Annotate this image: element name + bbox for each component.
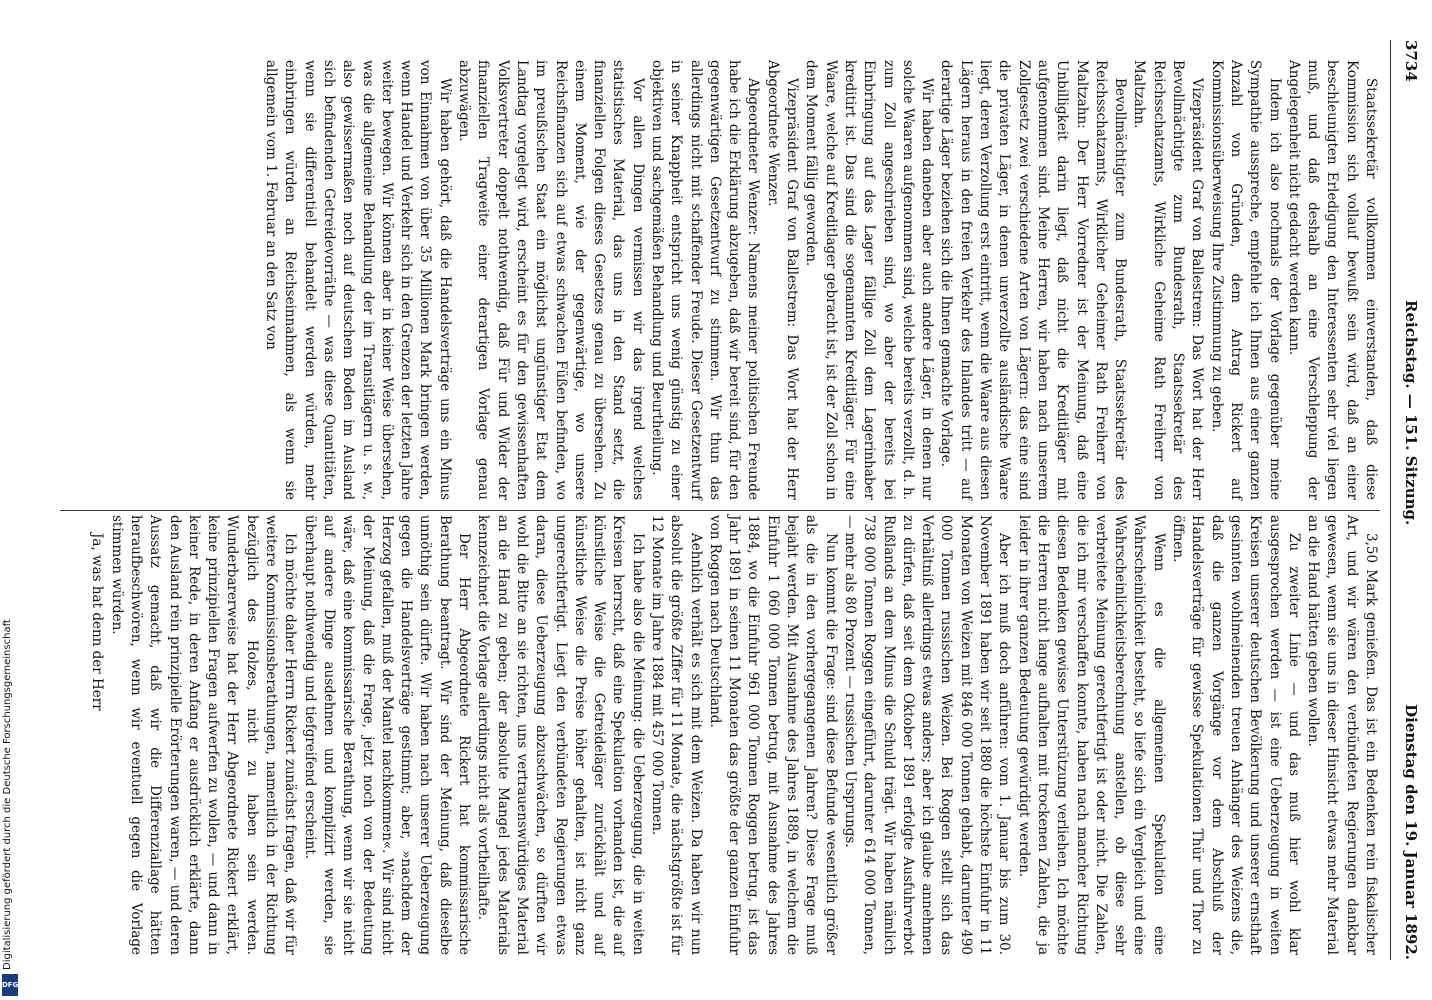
- footer-bar: [0, 0, 20, 1000]
- left-column-b-paragraph: Vizepräsident Graf von Ballestrem: Das Wort hat der Herr Abgeordnete Wenzer.: [764, 60, 801, 500]
- left-column: [263, 60, 1380, 500]
- right-column-paragraph: Aber ich muß doch anführen: vom 1. Januar bis zum 30. November 1891 haben wir seit 1880 die höchste Einfuhr in 11 Monaten von Weizen mit 846 000 Tonnen gehabt, darunter 490 000 Tonnen russischen Weizen. Bei Roggen stellt sich das Verhältniß allerdings etwas anders; aber ich glaube annehmen zu dürfen, daß seit dem Oktober 1891 erfolgte Ausfuhrverbot Rußlands an dem Minus die Schuld trägt. Wir haben nämlich 738 000 Tonnen Roggen eingeführt, darunter 614 000 Tonnen, — mehr als 80 Prozent — russischen Ursprungs.: [841, 515, 1013, 955]
- left-column-paragraph: Wir haben daneben aber auch andere Läger, in denen nur solche Waaren aufgenommen sind, welche bereits verzollt, d. h. zum Zoll angeschrieben sind, wo aber der bereits bei Einbringung auf das Lager fällige Zoll dem Lagerinhaber kreditirt ist. Das sind die sogenannten Kreditläger. Für eine Waare, welche auf Kreditlager gebracht ist, ist der Zoll schon in dem Moment fällig geworden.: [803, 60, 936, 500]
- left-column-b-paragraph: Wir haben gehört, daß die Handelsverträge uns ein Minus von Einnahmen von über 35 Millionen Mark bringen werden, wenn Handel und Verkehr sich in den Grenzen der letzten Jahre weiter bewegen. Wir können aber in keiner Weise übersehen, was die allgemeine Behandlung der im Transitlägern u. s. w., also gewissermaßen noch auf deutschem Boden im Ausland sich befindenden Getreidevorräthe — was diese Quantitäten, wenn sie differentiell behandelt werden würden, mehr einbringen würden an Reichseinnahmen, als wenn sie allgemein vom 1. Februar an den Satz von: [263, 60, 453, 500]
- dfg-logo: DFG: [2, 974, 18, 996]
- footer-credit: Digitalisierung gefördert durch die Deutsche Forschungsgemeinschaft: [2, 619, 13, 970]
- right-column-b-paragraph: Ich habe also die Meinung: die Ueberzeugung, die in weiten Kreisen herrscht, daß eine Spekulation vorhanden ist, die auf künstliche Weise die Getreideläger zurückhält und auf künstliche Weise die Preise höher gehalten, ist nicht ganz ungerechtfertigt. Liegt den verbündeten Regierungen etwas daran, diese Ueberzeugung abzuschwächen, so dürften wir wohl die Bitte an sie richten, uns vertrauenswürdiges Material an die Hand zu geben; der absolute Mangel jedes Materials kennzeichnet die Vorlage allerdings nicht als vortheilhafte.: [475, 515, 646, 955]
- right-column-paragraph: Zu zweiter Linie — und das muß hier wohl klar ausgesprochen werden — ist eine Ueberzeugung in weiten Kreisen unserer deutschen Bevölkerung und unserer ernsthaft gesinnten wohlmeinenden treuen Anhänger des Weizens die, daß die ganzen Vorgänge vor dem Abschluß der Handelsverträge für gewisse Spekulationen Thür und Thor zu öffnen.: [1170, 515, 1302, 955]
- left-column-paragraph: Indem ich also nochmals der Vorlage gegenüber meine Sympathie ausspreche, empfehle ich Ihnen aus einer ganzen Anzahl von Gründen, dem Antrag Rickert auf Kommissionsüberweisung Ihre Zustimmung zu geben.: [1208, 60, 1283, 500]
- left-column-paragraph: Bevollmächtigter zum Bundesrath, Staatssekretär des Reichsschatzamts, Wirklicher Geheimer Rath Freiherr von Maltzahn: Der Herr Vorredner ist der Meinung, daß eine Unbilligkeit darin liegt, daß nicht die Kreditläger mit aufgenommen sind. Meine Herren, wir haben nach unserem Zollgesetz zwei verschiedene Arten von Lägern: das eine sind die privaten Läger, in denen unverzollte ausländische Waare liegt, deren Verzollung erst eintritt, wenn die Waare aus diesen Lägern heraus in den freien Verkehr des Inlandes tritt — auf derartige Läger beziehen sich die Ihnen gemachte Vorlage.: [938, 60, 1129, 500]
- header-rule-rotated: [1390, 40, 1391, 960]
- right-column-paragraph: Wenn es die allgemeinen Spekulation eine Wahrscheinlichkeit besteht, so liefe sich ein Vergleich und eine Wahrscheinlichkeitsberechnung anstellen, ob diese sehr verbreitete Meinung gerechtfertigt ist oder nicht. Die Zahlen, die ich mir verschaffen konnte, haben nach mancher Richtung diesen Bedenken gewisse Unterstützung verliehen. Ich möchte die Herren nicht lange aufhalten mit trockenen Zahlen, die ja leider in ihrer ganzen Bedeutung gewürdigt werden.: [1015, 515, 1167, 955]
- left-column-paragraph: Vizepräsident Graf von Ballestrem: Das Wort hat der Herr Bevollmächtigte zum Bundesrath, Staatssekretär des Reichsschatzamts, Wirkliche Geheime Rath Freiherr von Maltzahn.: [1131, 60, 1206, 500]
- right-column-b-paragraph: Der Herr Abgeordnete Rickert hat kommissarische Berathung beantragt. Wir sind der Meinung, daß dieselbe unnöthig sein dürfte. Wir haben nach unserer Ueberzeugung gegen die Handelsverträge gestimmt; aber, »nachdem der Herzog gefallen, muß der Mantel nachkommen«. Wir sind nicht der Meinung, daß die Frage, jetzt noch von der Bedeutung wäre, daß eine kommissarische Berathung, wenn wir sie nicht auf andere Dinge ausdehnen und komplizirt werden, sie überhaupt nothwendig und tiefgreifend erscheint.: [301, 515, 473, 955]
- header-date-rot: Dienstag den 19. Januar 1892.: [1402, 704, 1420, 960]
- page-header-rotated: [1392, 40, 1432, 960]
- right-column-b-paragraph: Ja, was hat denn der Herr: [89, 533, 106, 711]
- right-column: [89, 515, 1380, 955]
- right-column-paragraph: Aehnlich verhält es sich mit dem Weizen. Da haben wir nun absolut die größte Ziffer für 11 Monate, die nächstgrößte ist für 12 Monate im Jahre 1884 mit 457 000 Tonnen.: [649, 515, 704, 955]
- right-column-paragraph: 3,50 Mark genießen. Das ist ein Bedenken rein fiskalischer Art, und wir wären den verbündeten Regierungen dankbar gewesen, wenn sie uns in dieser Hinsicht etwas mehr Material an die Hand hätten geben wollen.: [1305, 515, 1379, 955]
- right-column-b-paragraph: Ich möchte daher Herrn Rickert zunächst fragen, daß wir für weitere Kommissionsberathungen, namentlich in der Richtung bezüglich des Holzes, nicht zu haben sein werden. Wunderbarerweise hat der Herr Abgeordnete Rickert erklärt, keine prinzipiellen Fragen aufwerfen zu wollen, — und dann in keiner Rede, in deren Anfang er ausdrücklich erklärte, dann den Ausland rein prinzipielle Erörterungen waren, — und deren Aussatz gemacht, daß wir die Differenziallage hätten heraufbeschwören, wenn wir eventuell gegen die Vorlage stimmen würden.: [108, 515, 299, 955]
- left-column-b-paragraph: Abgeordneter Wenzer: Namens meiner politischen Freunde habe ich die Erklärung abzugeben, daß wir bereit sind, für den gegenwärtigen Gesetzentwurf zu stimmen. Wir thun das allerdings nicht mit schaffender Freude. Dieser Gesetzentwurf in seiner Knappheit entspricht uns wenig günstig zu einer objektiven und sachgemäßen Behandlung und Beurtheilung.: [649, 60, 762, 500]
- header-title-rot: Reichstag. — 151. Sitzung.: [1402, 300, 1420, 526]
- left-column-paragraph: Staatssekretär vollkommen einverstanden, daß diese Kommission sich vollauf bewußt sein wird, daß an einer beschleunigten Erledigung den Interessenten sehr viel liegen muß, und daß deshalb an eine Verschleppung der Angelegenheit nicht gedacht werden kann.: [1285, 60, 1379, 500]
- left-column-b-paragraph: Vor allen Dingen vermissen wir das irgend welches statistisches Material, das uns in den Stand setzt, die finanziellen Folgen dieses Gesetzes genau zu übersehen. Zu einem Moment, wie der gegenwärtige, wo unsere Reichsfinanzen sich auf etwas schwachen Füßen befinden, wo im preußischen Staat ein möglichst ungünstiger Etat dem Landtag vorgelegt wird, erscheint es für den gewissenhaften Volksvertreter doppelt nothwendig, daß Für und Wider der finanziellen Tragweite einer derartigen Vorlage genau abzuwägen.: [456, 60, 646, 500]
- page-number-rot: 3734: [1402, 40, 1420, 82]
- right-column-paragraph: Nun kommt die Frage: sind diese Befunde wesentlich größer als die in den vorhergegangenen Jahren? Diese Frage muß bejaht werden. Mit Ausnahme des Jahres 1889, in welchem die Einfuhr 1 060 000 Tonnen betrug, mit Ausnahme des Jahres 1884, wo die Einfuhr 961 000 Tonnen Roggen betrug, ist das Jahr 1891 in seinen 11 Monaten das größte der ganzen Einfuhr von Roggen nach Deutschland.: [706, 515, 839, 955]
- column-divider: [60, 510, 1380, 511]
